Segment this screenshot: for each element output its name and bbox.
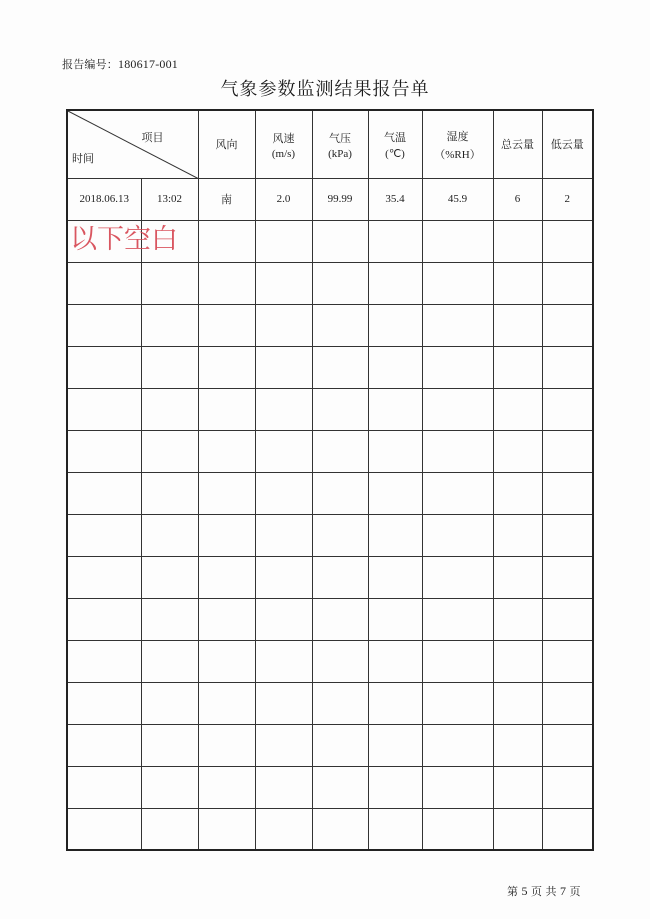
empty-cell bbox=[493, 598, 542, 640]
empty-cell bbox=[312, 556, 368, 598]
empty-cell bbox=[422, 430, 493, 472]
empty-cell bbox=[542, 472, 593, 514]
empty-cell bbox=[493, 388, 542, 430]
empty-cell bbox=[368, 682, 422, 724]
empty-cell bbox=[542, 346, 593, 388]
report-number bbox=[62, 56, 178, 72]
empty-cell bbox=[312, 262, 368, 304]
header-low-cloud: 低云量 bbox=[542, 110, 593, 178]
header-temperature: 气温 (℃) bbox=[368, 110, 422, 178]
empty-cell bbox=[493, 766, 542, 808]
empty-cell bbox=[255, 766, 312, 808]
empty-cell bbox=[198, 808, 255, 850]
empty-cell bbox=[67, 346, 141, 388]
empty-cell bbox=[493, 514, 542, 556]
empty-cell bbox=[542, 220, 593, 262]
empty-table-row bbox=[67, 472, 593, 514]
empty-cell bbox=[198, 766, 255, 808]
empty-cell bbox=[255, 556, 312, 598]
table-row bbox=[67, 178, 593, 220]
empty-cell bbox=[493, 808, 542, 850]
empty-cell bbox=[67, 304, 141, 346]
page-title: 气象参数监测结果报告单 bbox=[220, 79, 430, 100]
empty-cell bbox=[255, 514, 312, 556]
empty-cell bbox=[67, 598, 141, 640]
empty-cell bbox=[368, 514, 422, 556]
empty-cell bbox=[542, 682, 593, 724]
empty-table-row bbox=[67, 682, 593, 724]
empty-cell bbox=[368, 598, 422, 640]
empty-table-row bbox=[67, 556, 593, 598]
empty-cell bbox=[141, 430, 198, 472]
empty-cell bbox=[368, 472, 422, 514]
empty-cell bbox=[312, 220, 368, 262]
empty-cell bbox=[542, 724, 593, 766]
empty-cell bbox=[255, 346, 312, 388]
empty-cell bbox=[67, 808, 141, 850]
empty-cell bbox=[368, 808, 422, 850]
footer-prefix: 第 bbox=[507, 885, 518, 898]
empty-table-row bbox=[67, 724, 593, 766]
empty-cell bbox=[67, 724, 141, 766]
empty-cell bbox=[312, 430, 368, 472]
blank-below-stamp: 以下空白 bbox=[70, 224, 178, 255]
empty-cell bbox=[255, 808, 312, 850]
empty-cell bbox=[368, 346, 422, 388]
empty-cell bbox=[312, 724, 368, 766]
empty-cell bbox=[368, 430, 422, 472]
empty-cell bbox=[67, 682, 141, 724]
empty-cell bbox=[141, 724, 198, 766]
empty-cell bbox=[312, 304, 368, 346]
page-footer bbox=[507, 883, 581, 899]
empty-cell bbox=[422, 346, 493, 388]
header-wind-direction: 风向 bbox=[198, 110, 255, 178]
empty-cell bbox=[493, 220, 542, 262]
empty-table-row bbox=[67, 346, 593, 388]
empty-cell bbox=[312, 472, 368, 514]
empty-cell bbox=[493, 472, 542, 514]
empty-cell bbox=[312, 640, 368, 682]
header-wind-speed-unit: (m/s) bbox=[271, 147, 296, 160]
empty-cell bbox=[198, 472, 255, 514]
header-time: 时间 bbox=[72, 151, 94, 165]
header-item: 项目 bbox=[141, 131, 164, 144]
empty-cell bbox=[312, 598, 368, 640]
empty-cell bbox=[422, 640, 493, 682]
empty-cell bbox=[198, 430, 255, 472]
header-pressure-unit: (kPa) bbox=[328, 147, 352, 160]
empty-cell bbox=[67, 766, 141, 808]
empty-cell bbox=[198, 220, 255, 262]
empty-cell bbox=[422, 304, 493, 346]
empty-cell bbox=[542, 430, 593, 472]
page-number: 5 bbox=[521, 884, 528, 898]
cell-date: 2018.06.13 bbox=[67, 178, 141, 220]
empty-cell bbox=[422, 724, 493, 766]
empty-table-row bbox=[67, 640, 593, 682]
empty-cell bbox=[255, 640, 312, 682]
empty-cell bbox=[368, 304, 422, 346]
empty-cell bbox=[198, 346, 255, 388]
report-number-label: 报告编号： bbox=[62, 58, 118, 71]
empty-cell bbox=[255, 724, 312, 766]
empty-cell bbox=[141, 640, 198, 682]
empty-cell bbox=[368, 724, 422, 766]
empty-table-row bbox=[67, 304, 593, 346]
empty-cell bbox=[368, 556, 422, 598]
empty-cell bbox=[198, 556, 255, 598]
empty-cell bbox=[368, 766, 422, 808]
header-wind-speed: 风速 (m/s) bbox=[255, 110, 312, 178]
empty-cell bbox=[493, 682, 542, 724]
empty-cell bbox=[141, 472, 198, 514]
empty-cell bbox=[198, 262, 255, 304]
header-row bbox=[67, 110, 593, 178]
empty-cell bbox=[422, 556, 493, 598]
empty-cell bbox=[141, 262, 198, 304]
empty-cell bbox=[493, 262, 542, 304]
empty-cell bbox=[368, 388, 422, 430]
empty-table-row bbox=[67, 430, 593, 472]
cell-wind-direction: 南 bbox=[198, 178, 255, 220]
empty-cell bbox=[312, 388, 368, 430]
empty-cell bbox=[422, 514, 493, 556]
empty-cell bbox=[368, 640, 422, 682]
empty-cell bbox=[255, 682, 312, 724]
empty-cell bbox=[141, 346, 198, 388]
empty-cell bbox=[422, 220, 493, 262]
empty-cell bbox=[542, 766, 593, 808]
empty-cell bbox=[422, 766, 493, 808]
empty-cell bbox=[312, 514, 368, 556]
empty-cell bbox=[255, 304, 312, 346]
empty-cell bbox=[141, 766, 198, 808]
cell-humidity: 45.9 bbox=[422, 178, 493, 220]
cell-time: 13:02 bbox=[141, 178, 198, 220]
empty-cell bbox=[67, 556, 141, 598]
cell-pressure: 99.99 bbox=[312, 178, 368, 220]
empty-cell bbox=[312, 682, 368, 724]
empty-cell bbox=[255, 262, 312, 304]
empty-cell bbox=[542, 514, 593, 556]
cell-low-cloud: 2 bbox=[542, 178, 593, 220]
empty-cell bbox=[422, 262, 493, 304]
empty-cell bbox=[198, 514, 255, 556]
cell-wind-speed: 2.0 bbox=[255, 178, 312, 220]
empty-cell bbox=[493, 640, 542, 682]
empty-cell bbox=[141, 514, 198, 556]
empty-cell bbox=[255, 598, 312, 640]
empty-cell bbox=[493, 556, 542, 598]
empty-table-row bbox=[67, 514, 593, 556]
empty-cell bbox=[422, 388, 493, 430]
empty-cell bbox=[198, 598, 255, 640]
diagonal-header-cell bbox=[67, 110, 198, 178]
empty-cell bbox=[255, 388, 312, 430]
empty-table-row bbox=[67, 388, 593, 430]
empty-cell bbox=[493, 724, 542, 766]
diagonal-line bbox=[68, 111, 198, 178]
empty-cell bbox=[542, 556, 593, 598]
empty-cell bbox=[198, 682, 255, 724]
empty-cell bbox=[312, 346, 368, 388]
header-pressure: 气压 (kPa) bbox=[312, 110, 368, 178]
report-number-value: 180617-001 bbox=[118, 57, 178, 71]
empty-table-row bbox=[67, 598, 593, 640]
empty-cell bbox=[67, 388, 141, 430]
empty-cell bbox=[493, 346, 542, 388]
empty-cell bbox=[493, 304, 542, 346]
empty-cell bbox=[141, 304, 198, 346]
empty-cell bbox=[255, 220, 312, 262]
empty-cell bbox=[255, 472, 312, 514]
empty-cell bbox=[141, 388, 198, 430]
empty-cell bbox=[198, 640, 255, 682]
empty-cell bbox=[67, 472, 141, 514]
empty-cell bbox=[255, 430, 312, 472]
empty-cell bbox=[198, 724, 255, 766]
empty-table-row bbox=[67, 262, 593, 304]
empty-cell bbox=[542, 598, 593, 640]
cell-total-cloud: 6 bbox=[493, 178, 542, 220]
empty-cell bbox=[141, 556, 198, 598]
header-humidity: 湿度 （%RH） bbox=[422, 110, 493, 178]
empty-table-row bbox=[67, 808, 593, 850]
empty-cell bbox=[542, 304, 593, 346]
empty-cell bbox=[141, 682, 198, 724]
empty-cell bbox=[312, 766, 368, 808]
empty-cell bbox=[422, 808, 493, 850]
empty-cell bbox=[67, 430, 141, 472]
empty-cell bbox=[141, 598, 198, 640]
empty-cell bbox=[67, 640, 141, 682]
empty-cell bbox=[198, 304, 255, 346]
empty-cell bbox=[67, 514, 141, 556]
empty-cell bbox=[422, 472, 493, 514]
empty-cell bbox=[198, 388, 255, 430]
empty-cell bbox=[493, 430, 542, 472]
header-temperature-unit: (℃) bbox=[385, 148, 405, 161]
empty-cell bbox=[542, 262, 593, 304]
empty-cell bbox=[368, 262, 422, 304]
empty-cell bbox=[312, 808, 368, 850]
cell-temperature: 35.4 bbox=[368, 178, 422, 220]
empty-cell bbox=[422, 598, 493, 640]
footer-middle: 页 共 bbox=[531, 885, 557, 898]
empty-cell bbox=[67, 262, 141, 304]
empty-cell bbox=[542, 808, 593, 850]
header-total-cloud: 总云量 bbox=[493, 110, 542, 178]
empty-cell bbox=[542, 640, 593, 682]
empty-cell bbox=[422, 682, 493, 724]
empty-cell bbox=[141, 808, 198, 850]
empty-table-row bbox=[67, 766, 593, 808]
empty-cell bbox=[368, 220, 422, 262]
empty-cell bbox=[542, 388, 593, 430]
total-pages: 7 bbox=[560, 884, 566, 898]
footer-suffix: 页 bbox=[569, 885, 581, 898]
header-humidity-unit: （%RH） bbox=[434, 148, 481, 161]
